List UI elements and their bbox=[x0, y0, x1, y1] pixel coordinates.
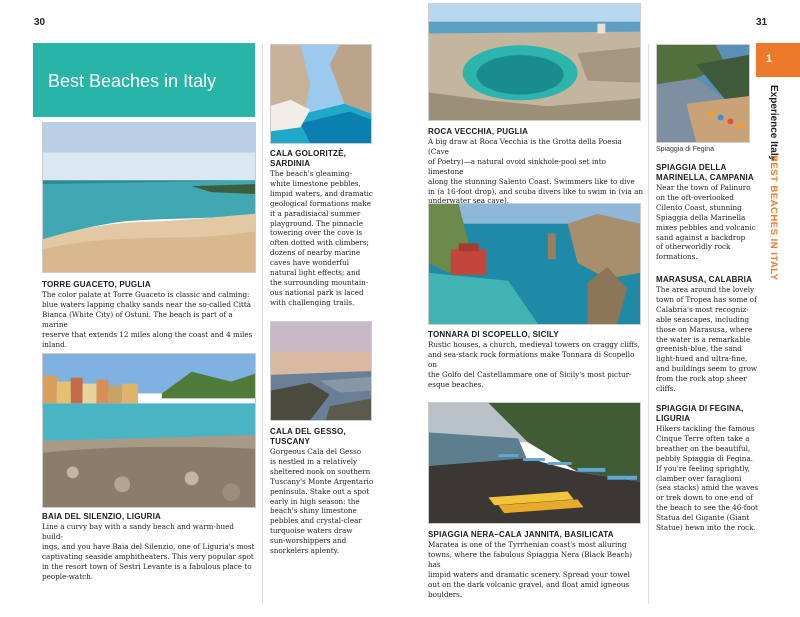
entry-spiaggia-nera bbox=[428, 530, 643, 599]
entry-spiaggia-della-marinella bbox=[656, 163, 760, 262]
photo-tonnara-di-scopello bbox=[428, 203, 641, 325]
entry-spiaggia-di-fegina bbox=[656, 404, 760, 533]
entry-body: Hikers tackling the famous Cinque Terre often take a breather on the beautiful, pebbly Spiaggia di Fegina. If you're feeling sprightly, clamber over faraglioni (sea stacks) amid the waves or trek down to one end of the beach to see the 46-foot Statua del Gigante (Giant Statue) hewn into the rock. bbox=[656, 424, 759, 533]
entry-body: Rustic houses, a church, medieval towers on craggy cliffs, and sea-stack rock formations make Tonnara di Scopello on the Golfo del Castellammare one of Sicily's most pictur- esque beaches. bbox=[428, 340, 640, 389]
page-number-left: 30 bbox=[34, 17, 46, 28]
entry-marasusa bbox=[656, 275, 760, 394]
chapter-running-head bbox=[767, 85, 785, 335]
entry-cala-del-gesso bbox=[270, 427, 380, 556]
column-divider bbox=[648, 44, 649, 604]
entry-body: The color palate at Torre Guaceto is classic and calming: blue waters lapping chalky sands near the so-called Città Bianca (White City) of Ostuni. The beach is part of a marine reserve that extends 12 miles along the coast and 4 miles inland. bbox=[42, 290, 253, 349]
entry-heading: BAIA DEL SILENZIO, LIGURIA bbox=[42, 512, 161, 521]
section-title: BEST BEACHES IN ITALY bbox=[768, 155, 779, 281]
entry-heading: TORRE GUACETO, PUGLIA bbox=[42, 280, 151, 289]
entry-heading: SPIAGGIA DELLA MARINELLA, CAMPANIA bbox=[656, 163, 754, 182]
chapter-number: 1 bbox=[765, 53, 773, 65]
title-banner bbox=[33, 43, 255, 117]
photo-torre-guaceto bbox=[42, 122, 256, 273]
photo-baia-del-silenzio bbox=[42, 353, 256, 508]
page-number-right: 31 bbox=[756, 17, 768, 28]
entry-heading: ROCA VECCHIA, PUGLIA bbox=[428, 127, 529, 136]
photo-spiaggia-di-fegina bbox=[656, 44, 750, 143]
entry-torre-guaceto bbox=[42, 280, 257, 349]
column-divider bbox=[262, 44, 263, 604]
entry-heading: TONNARA DI SCOPELLO, SICILY bbox=[428, 330, 559, 339]
photo-caption: Spiaggia di Fegina bbox=[656, 146, 714, 153]
entry-baia-del-silenzio bbox=[42, 512, 257, 581]
photo-roca-vecchia bbox=[428, 3, 641, 121]
entry-roca-vecchia bbox=[428, 127, 643, 206]
entry-cala-goloritze bbox=[270, 149, 380, 308]
entry-heading: CALA DEL GESSO, TUSCANY bbox=[270, 427, 346, 446]
entry-body: Near the town of Palinuro on the oft-overlooked Cilento Coast, stunning Spiaggia della Marinella mixes pebbles and volcanic sand against a backdrop of otherworldly rock formations. bbox=[656, 183, 756, 262]
photo-spiaggia-nera bbox=[428, 402, 641, 524]
entry-body: The area around the lovely town of Tropea has some of Calabria's most recogniz- able seascapes, including those on Marasusa, where the water is a remarkable greenish-blue, the sand light-hued and ultra-fine, and buildings seem to grow from the rock atop sheer cliffs. bbox=[656, 285, 758, 394]
entry-body: A big draw at Roca Vecchia is the Grotta della Poesia (Cave of Poetry)—a natural ovoid sinkhole-pool set into limestone along the stunning Salento Coast. Swimmers like to dive in (a 16-foot drop), and scuba divers like to swim in (via an underwater sea cave). bbox=[428, 137, 644, 206]
photo-cala-goloritze bbox=[270, 44, 372, 144]
photo-cala-del-gesso bbox=[270, 321, 372, 421]
entry-tonnara-di-scopello bbox=[428, 330, 643, 390]
entry-heading: MARASUSA, CALABRIA bbox=[656, 275, 753, 284]
chapter-tab bbox=[756, 43, 800, 77]
page-title: Best Beaches in Italy bbox=[48, 71, 217, 91]
entry-heading: SPIAGGIA NERA–CALA JANNITA, BASILICATA bbox=[428, 530, 614, 539]
chapter-title: Experience Italy bbox=[768, 85, 779, 162]
entry-body: Maratea is one of the Tyrrhenian coast's most alluring towns, where the fabulous Spiaggia Nera (Black Beach) has limpid waters and dramatic scenery. Spread your towel out on the dark volcanic gravel, and float amid igneous boulders. bbox=[428, 540, 633, 599]
entry-body: The beach's gleaming- white limestone pebbles, limpid waters, and dramatic geological formations make it a paradisiacal summer playground. The pinnacle towering over the cove is often dotted with climbers; dozens of nearby marine caves have wonderful natural light effects; and the surrounding mountain- ous national park is laced with challenging trails. bbox=[270, 169, 373, 307]
entry-body: Gorgeous Cala del Gesso is nestled in a relatively sheltered nook on southern Tuscany's Monte Argentario peninsula. Stake out a spot early in high season: the beach's shiny limestone pebbles and crystal-clear turquoise waters draw sun-worshippers and snorkelers aplenty. bbox=[270, 447, 374, 556]
entry-heading: CALA GOLORITZÈ, SARDINIA bbox=[270, 149, 347, 168]
entry-body: Line a curvy bay with a sandy beach and warm-hued build- ings, and you have Baia del Silenzio, one of Liguria's most captivating seaside amphitheaters. This very popular spot in the resort town of Sestri Levante is a fabulous place to people-watch. bbox=[42, 522, 255, 581]
entry-heading: SPIAGGIA DI FEGINA, LIGURIA bbox=[656, 404, 744, 423]
